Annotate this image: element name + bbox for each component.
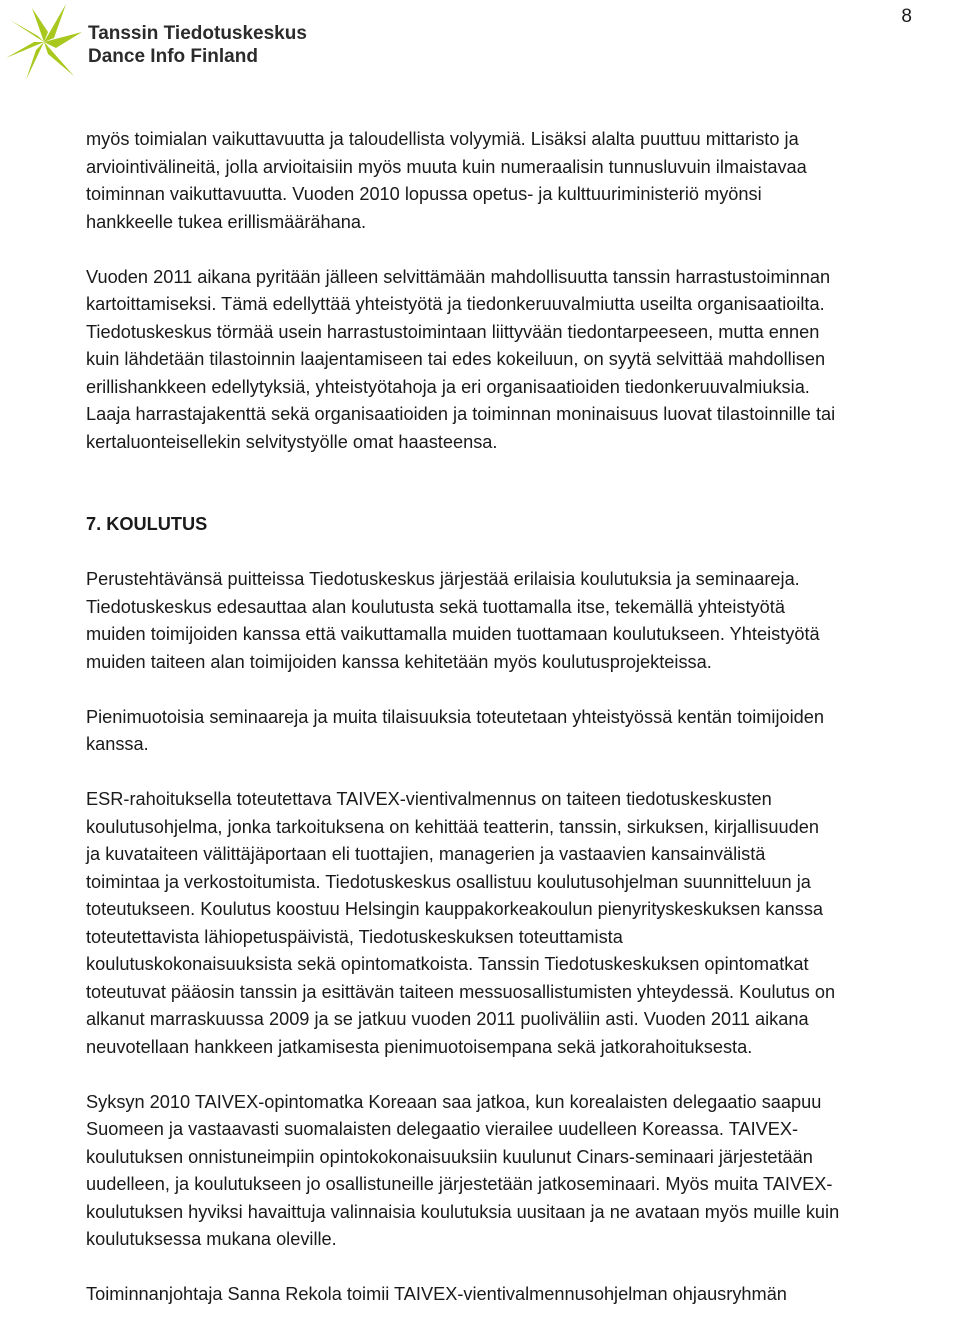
text-line: muiden taiteen alan toimijoiden kanssa kehitetään myös koulutusprojekteissa. bbox=[86, 651, 712, 672]
text-line: toteutettavista lähiopetuspäivistä, Tiedotuskeskuksen toteuttamista bbox=[86, 926, 623, 947]
paragraph bbox=[86, 126, 960, 236]
text-line: Tiedotuskeskus edesauttaa alan koulutusta sekä tuottamalla itse, tekemällä yhteistyötä bbox=[86, 596, 785, 617]
text-line: ESR-rahoituksella toteutettava TAIVEX-vientivalmennus on taiteen tiedotuskeskusten bbox=[86, 789, 772, 809]
star-logo-icon bbox=[4, 2, 84, 82]
paragraph bbox=[86, 704, 960, 759]
paragraph bbox=[86, 786, 960, 1061]
text-line: alkanut marraskuussa 2009 ja se jatkuu vuoden 2011 puoliväliin asti. Vuoden 2011 aikana bbox=[86, 1009, 809, 1029]
text-line: hankkeelle tukea erillismäärähana. bbox=[86, 211, 367, 232]
section-heading: 7. KOULUTUS bbox=[86, 514, 208, 534]
text-line: Syksyn 2010 TAIVEX-opintomatka Koreaan saa jatkoa, kun korealaisten delegaatio saapuu bbox=[86, 1091, 822, 1112]
logo-title-finnish: Tanssin Tiedotuskeskus bbox=[88, 23, 307, 44]
text-line: uudelleen, ja koulutukseen jo osallistuneille järjestetään jatkoseminaari. Myös muita TAIVEX- bbox=[86, 1174, 833, 1194]
text-line: erillishankkeen edellytyksiä, yhteistyötahoja ja eri organisaatioiden tiedonkeruuvalmiuksia. bbox=[86, 376, 810, 397]
logo-title-english: Dance Info Finland bbox=[88, 46, 258, 67]
text-line: toimintaa ja verkostoitumista. Tiedotuskeskus osallistuu koulutusohjelman suunnitteluun ja bbox=[86, 871, 811, 892]
text-line: Toiminnanjohtaja Sanna Rekola toimii TAIVEX-vientivalmennusohjelman ohjausryhmän bbox=[86, 1284, 787, 1304]
text-line: koulutuksen onnistuneimpiin opintokokonaisuuksiin kuulunut Cinars-seminaari järjestetään bbox=[86, 1146, 813, 1167]
text-line: ja kuvataiteen välittäjäportaan eli tuottajien, managerien ja vastaavien kansainvälistä bbox=[86, 844, 766, 864]
paragraph bbox=[86, 566, 960, 676]
organization-logo bbox=[4, 2, 324, 82]
text-line: Tiedotuskeskus törmää usein harrastustoimintaan liittyvään tiedontarpeeseen, mutta ennen bbox=[86, 321, 820, 342]
text-line: Pienimuotoisia seminaareja ja muita tilaisuuksia toteutetaan yhteistyössä kentän toimijoiden bbox=[86, 706, 825, 727]
text-line: koulutuksessa mukana oleville. bbox=[86, 1229, 337, 1249]
text-line: toteutuvat pääosin tanssin ja esittävän taiteen messuosallistumisten yhteydessä. Koulutus on bbox=[86, 981, 836, 1002]
document-body bbox=[86, 126, 960, 1309]
text-line: kertaluonteisellekin selvitystyölle omat haasteensa. bbox=[86, 431, 498, 452]
paragraph bbox=[86, 1089, 960, 1254]
text-line: muiden toimijoiden kanssa että vaikuttamalla muiden tuottamaan koulutukseen. Yhteistyötä bbox=[86, 624, 820, 644]
text-line: toteutukseen. Koulutus koostuu Helsingin kauppakorkeakoulun pienyrityskeskuksen kanssa bbox=[86, 899, 824, 919]
text-line: kanssa. bbox=[86, 734, 149, 754]
text-line: koulutuskokonaisuuksista sekä opintomatkoista. Tanssin Tiedotuskeskuksen opintomatkat bbox=[86, 954, 809, 974]
text-line: arviointivälineitä, jolla arvioitaisiin myös muuta kuin numeraalisin tunnusluvuin ilmaistavaa bbox=[86, 156, 807, 177]
text-line: Laaja harrastajakenttä sekä organisaatioiden ja toiminnan moninaisuus luovat tilastoinnille tai bbox=[86, 404, 836, 424]
paragraph bbox=[86, 1281, 960, 1309]
text-line: Suomeen ja vastaavasti suomalaisten delegaatio vierailee uudelleen Koreassa. TAIVEX- bbox=[86, 1119, 799, 1139]
page-number: 8 bbox=[901, 6, 912, 27]
text-line: Perustehtävänsä puitteissa Tiedotuskeskus järjestää erilaisia koulutuksia ja seminaareja. bbox=[86, 569, 800, 589]
text-line: toiminnan vaikuttavuutta. Vuoden 2010 lopussa opetus- ja kulttuuriministeriö myönsi bbox=[86, 184, 762, 204]
text-line: kartoittamiseksi. Tämä edellyttää yhteistyötä ja tiedonkeruuvalmiutta useilta organisaatioilta. bbox=[86, 294, 825, 314]
text-line: Vuoden 2011 aikana pyritään jälleen selvittämään mahdollisuutta tanssin harrastustoiminnan bbox=[86, 266, 831, 287]
text-line: koulutusohjelma, jonka tarkoituksena on kehittää teatterin, tanssin, sirkuksen, kirjallisuuden bbox=[86, 816, 819, 837]
paragraph bbox=[86, 264, 960, 457]
text-line: kuin lähdetään tilastoinnin laajentamiseen tai edes kokeiluun, on syytä selvittää mahdollisen bbox=[86, 349, 826, 369]
text-line: myös toimialan vaikuttavuutta ja taloudellista volyymiä. Lisäksi alalta puuttuu mittaristo ja bbox=[86, 129, 799, 149]
text-line: neuvotellaan hankkeen jatkamisesta pienimuotoisempana sekä jatkorahoituksesta. bbox=[86, 1036, 753, 1057]
text-line: koulutuksen hyviksi havaittuja valinnaisia koulutuksia uusitaan ja ne avataan myös muille kuin bbox=[86, 1201, 840, 1222]
